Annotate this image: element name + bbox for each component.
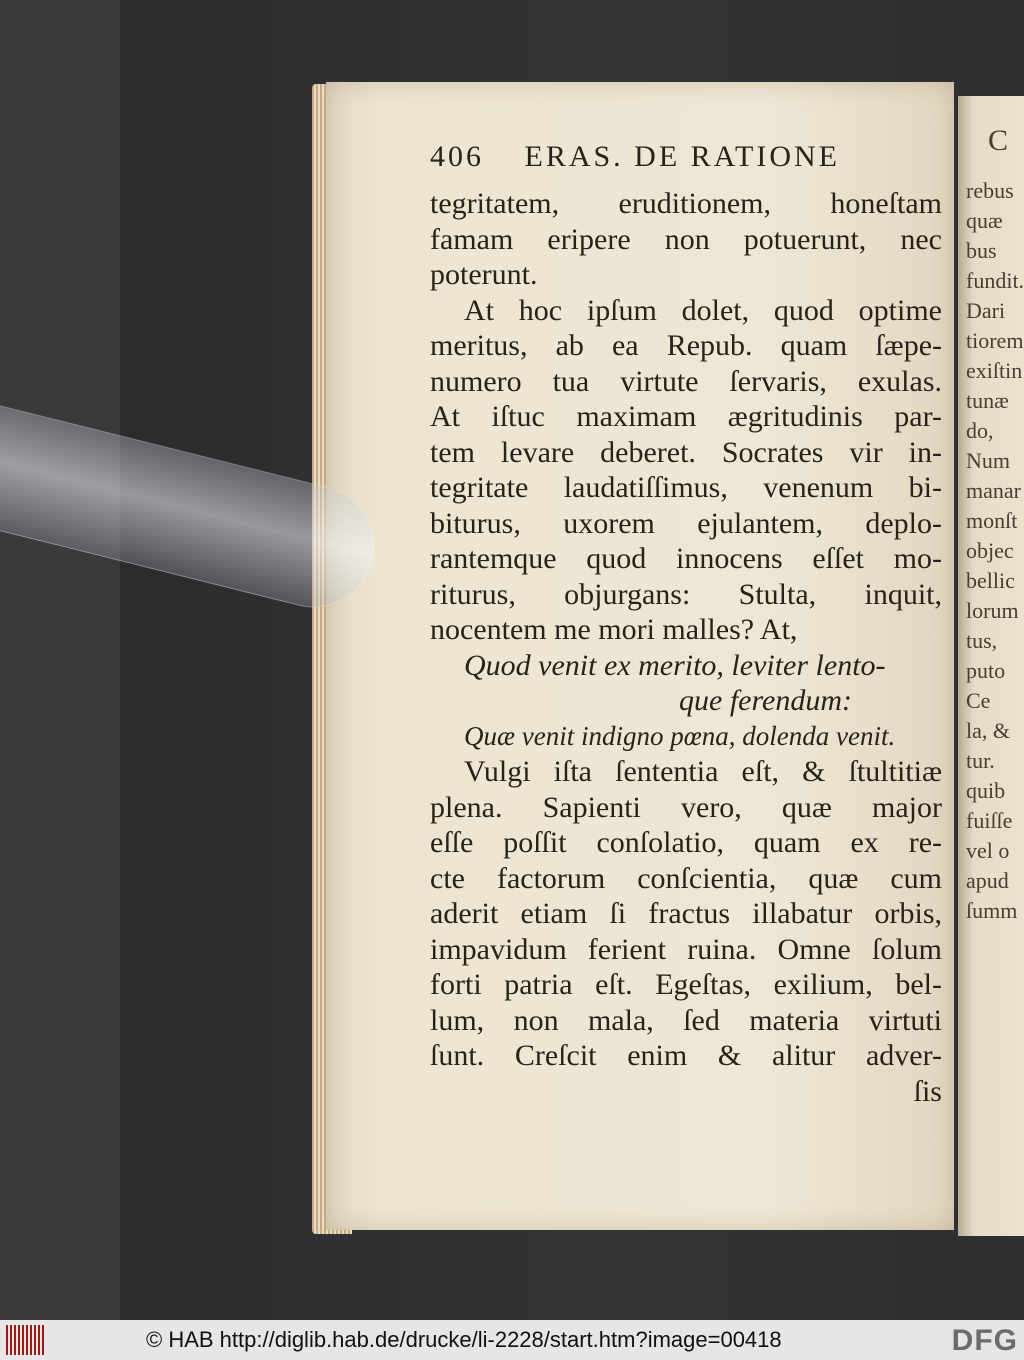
text-line: tegritate laudatiſſimus, venenum bi-: [430, 471, 942, 504]
text-line: impavidum ferient ruina. Omne ſolum: [430, 932, 942, 966]
text-line: lum, non mala, ſed materia virtuti: [430, 1003, 942, 1037]
right-page-fragment: fundit.: [966, 268, 1024, 293]
text-line: numero tua virtute ſervaris, exulas.: [430, 364, 942, 398]
verse-text: Quæ venit indigno pœna, dolenda venit.: [464, 720, 896, 751]
catchword: ſis: [913, 1074, 942, 1108]
right-page-fragment: quæ: [966, 208, 1003, 233]
right-page-fragment: tiorem: [966, 328, 1024, 353]
right-page-fragment: rebus: [966, 178, 1014, 203]
right-page-fragment: Dari: [966, 298, 1006, 323]
right-page-fragment: objec: [966, 538, 1014, 563]
text-line: Vulgi iſta ſententia eſt, & ſtultitiæ: [464, 755, 942, 788]
right-page-fragment: tunæ: [966, 388, 1009, 413]
right-page-fragment: lorum: [966, 598, 1019, 623]
right-page-fragment: bus: [966, 238, 997, 263]
text-line: tegritatem, eruditionem, honeſtam: [430, 187, 942, 220]
text-line: At hoc ipſum dolet, quod optime: [464, 293, 942, 327]
text-line: cte factorum conſcientia, quæ cum: [430, 861, 942, 895]
page-text: [430, 140, 942, 1109]
right-page-fragment: tus,: [966, 628, 998, 653]
right-page: [958, 96, 1024, 1236]
text-line: famam eripere non potuerunt, nec: [430, 222, 942, 256]
verse-line: [430, 683, 942, 719]
right-page-fragment: monſt: [966, 508, 1018, 533]
right-page-fragment: bellic: [966, 568, 1015, 593]
text-line: nocentem me mori malles? At,: [430, 613, 798, 646]
right-page-fragment: tur.: [966, 748, 995, 773]
text-line: riturus, objurgans: Stulta, inquit,: [430, 577, 942, 611]
text-line: eſſe poſſit conſolatio, quam ex re-: [430, 826, 942, 859]
verse-text: Quod venit ex merito, leviter lento-: [464, 648, 886, 682]
verse-line: [430, 719, 942, 755]
text-line: aderit etiam ſi fractus illabatur orbis,: [430, 897, 942, 930]
text-line: ſunt. Creſcit enim & alitur adver-: [430, 1039, 942, 1072]
text-line: meritus, ab ea Repub. quam ſæpe-: [430, 329, 942, 362]
copyright-credit[interactable]: © HAB http://diglib.hab.de/drucke/li-2228/start.htm?image=00418: [146, 1327, 782, 1352]
text-line: poterunt.: [430, 258, 538, 291]
text-line: plena. Sapienti vero, quæ major: [430, 790, 942, 824]
footer-bar: [0, 1320, 1024, 1360]
text-line: rantemque quod innocens eſſet mo-: [430, 542, 942, 575]
verse-text: que ferendum:: [679, 684, 852, 717]
right-page-fragment: fuiſſe: [966, 808, 1013, 833]
verse-line: [430, 648, 942, 684]
text-line: forti patria eſt. Egeſtas, exilium, bel-: [430, 968, 942, 1001]
right-page-fragment: exiſtin: [966, 358, 1023, 383]
right-page-fragment: Num: [966, 448, 1010, 473]
text-line: tem levare deberet. Socrates vir in-: [430, 435, 942, 469]
hab-logo-icon: [6, 1325, 46, 1355]
right-page-fragment: do,: [966, 418, 994, 443]
right-page-fragment: apud: [966, 868, 1009, 893]
right-page-fragment: la, &: [966, 718, 1010, 743]
right-page-fragment: Ce: [966, 688, 991, 713]
running-header: [430, 140, 942, 186]
right-page-fragment: ſumm: [966, 898, 1018, 923]
dfg-logo: DFG: [951, 1324, 1018, 1357]
right-page-fragment: puto: [966, 658, 1006, 683]
right-page-fragment: manar: [966, 478, 1021, 503]
text-line: biturus, uxorem ejulantem, deplo-: [430, 506, 942, 540]
right-page-fragment: quib: [966, 778, 1006, 803]
right-page-fragment: C: [988, 124, 1009, 157]
text-line: At iſtuc maximam ægritudinis par-: [430, 400, 942, 433]
right-page-fragment: vel o: [966, 838, 1010, 863]
background-panel: [0, 0, 120, 1320]
running-title: ERAS. DE RATIONE: [524, 140, 840, 173]
page-number: 406: [430, 140, 484, 173]
